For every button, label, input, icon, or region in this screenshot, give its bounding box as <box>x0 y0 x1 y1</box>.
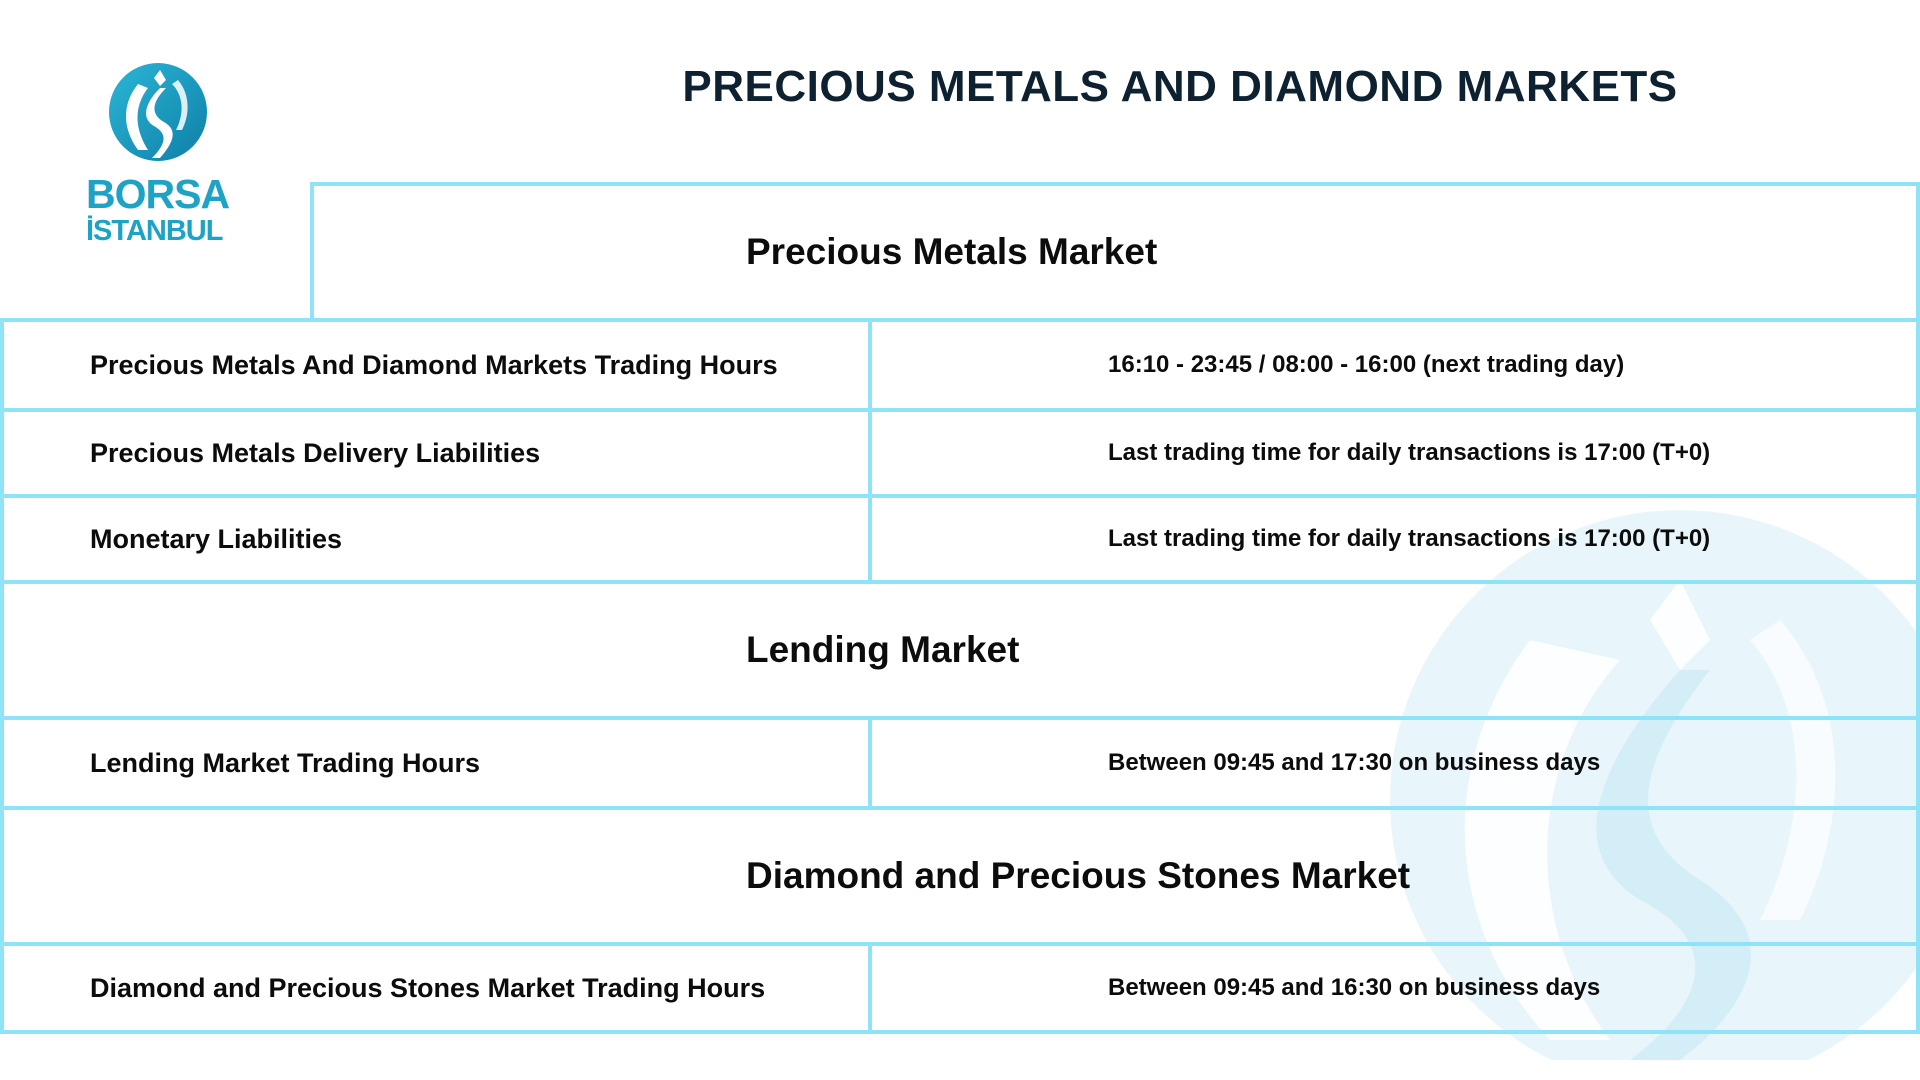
borsa-istanbul-emblem-icon <box>108 62 208 162</box>
section-header-precious-metals <box>746 186 1157 318</box>
section-header-diamond <box>746 810 1410 942</box>
logo-text-borsa: BORSA <box>86 171 230 217</box>
table-row <box>0 720 868 806</box>
section-header-lending <box>746 584 1019 716</box>
row-label: Monetary Liabilities <box>90 523 343 554</box>
table-border <box>310 182 314 322</box>
row-value: Between 09:45 and 17:30 on business days <box>1108 749 1601 776</box>
row-label: Precious Metals Delivery Liabilities <box>90 437 541 468</box>
row-label: Lending Market Trading Hours <box>90 747 481 778</box>
row-value: 16:10 - 23:45 / 08:00 - 16:00 (next trading day) <box>1108 351 1625 378</box>
row-value: Between 09:45 and 16:30 on business days <box>1108 974 1601 1001</box>
borsa-istanbul-logo <box>86 62 246 262</box>
table-border <box>0 1030 1920 1034</box>
table-row <box>0 322 868 408</box>
section-title: Lending Market <box>746 629 1020 670</box>
table-row-value <box>872 412 1916 494</box>
table-row-value <box>872 720 1916 806</box>
table-row-value <box>872 322 1916 408</box>
table-border <box>1916 182 1920 1034</box>
row-label: Diamond and Precious Stones Market Trading Hours <box>90 972 766 1003</box>
row-value: Last trading time for daily transactions is 17:00 (T+0) <box>1108 525 1711 552</box>
row-label: Precious Metals And Diamond Markets Trading Hours <box>90 349 778 380</box>
table-row-value <box>872 946 1916 1030</box>
table-row <box>0 498 868 580</box>
table-row-value <box>872 498 1916 580</box>
section-title: Precious Metals Market <box>746 231 1158 272</box>
table-row <box>0 412 868 494</box>
section-title: Diamond and Precious Stones Market <box>746 855 1411 896</box>
row-value: Last trading time for daily transactions is 17:00 (T+0) <box>1108 439 1711 466</box>
page-title: PRECIOUS METALS AND DIAMOND MARKETS <box>682 62 1678 111</box>
logo-text-istanbul: İSTANBUL <box>86 215 223 247</box>
table-row <box>0 946 868 1030</box>
